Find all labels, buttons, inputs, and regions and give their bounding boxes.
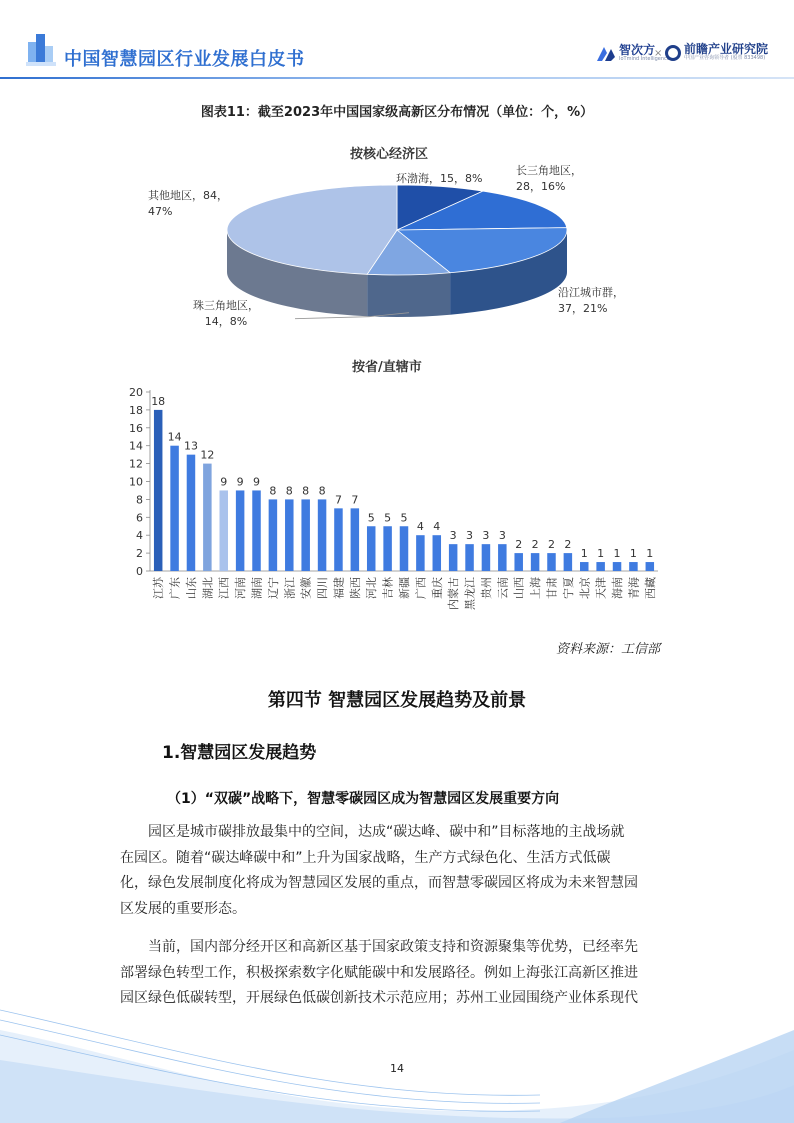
bar-value-label: 9: [253, 475, 261, 489]
bar-value-label: 8: [285, 484, 293, 498]
brand2-name: 前瞻产业研究院: [684, 42, 769, 56]
bar-value-label: 2: [515, 538, 523, 552]
bar-value-label: 1: [580, 547, 588, 561]
x-category-label: 天津: [594, 577, 608, 599]
bar-河北: [367, 526, 376, 571]
bar-山西: [514, 553, 523, 571]
x-category-label: 海南: [611, 577, 625, 599]
paragraph-line: 园区绿色低碳转型，开展绿色低碳创新技术示范应用；苏州工业园围绕产业体系现代: [120, 990, 638, 1006]
x-category-label: 河南: [234, 577, 248, 599]
y-tick-label: 16: [129, 421, 143, 435]
sub-sub-heading: （1）“双碳”战略下，智慧零碳园区成为智慧园区发展重要方向: [167, 791, 560, 807]
bar-chart: [110, 380, 670, 620]
figure-caption: 图表11：截至2023年中国国家级高新区分布情况（单位：个，%）: [200, 105, 594, 120]
paragraph-line: 在园区。随着“碳达峰碳中和”上升为国家战略，生产方式绿色化、生活方式低碳: [120, 849, 611, 866]
bar-value-label: 14: [167, 430, 182, 444]
y-tick-label: 10: [129, 475, 143, 489]
x-category-label: 内蒙古: [447, 577, 461, 610]
bar-value-label: 13: [183, 439, 198, 453]
x-category-label: 黑龙江: [463, 577, 477, 610]
bar-value-label: 5: [384, 511, 392, 525]
bar-value-label: 5: [400, 511, 408, 525]
x-category-label: 重庆: [430, 577, 444, 599]
bar-value-label: 1: [613, 547, 621, 561]
x-category-label: 安徽: [299, 577, 313, 599]
x-category-label: 山东: [184, 577, 198, 599]
bar-浙江: [285, 499, 294, 571]
buildings-logo-icon: [26, 28, 58, 68]
bar-chart-title: 按省/直辖市: [352, 360, 422, 375]
pie-chart-title: 按核心经济区: [350, 147, 429, 162]
pie-side-珠三角地区: [367, 273, 450, 317]
bar-新疆: [400, 526, 409, 571]
pie-label-changsanjiao: 长三角地区， 28，16%: [516, 164, 582, 193]
x-category-label: 贵州: [479, 577, 493, 599]
pie-label-huanbohai: 环渤海，15，8%: [396, 172, 483, 185]
bar-海南: [613, 562, 622, 571]
y-tick-label: 12: [129, 457, 143, 471]
sub-heading: 1.智慧园区发展趋势: [162, 743, 317, 763]
x-category-label: 浙江: [283, 577, 297, 599]
bar-value-label: 7: [351, 493, 359, 507]
bar-value-label: 1: [629, 547, 637, 561]
x-category-label: 广东: [168, 577, 182, 599]
paragraph-line: 化，绿色发展制度化将成为智慧园区发展的重点，而智慧零碳园区将成为未来智慧园: [120, 875, 638, 891]
qianzhan-logo-icon: [665, 45, 681, 61]
bar-value-label: 5: [367, 511, 375, 525]
bar-value-label: 3: [482, 529, 490, 543]
bar-value-label: 2: [564, 538, 572, 552]
bar-value-label: 8: [269, 484, 277, 498]
y-tick-label: 8: [136, 493, 143, 507]
brand2-english: 中国产业咨询领导者 (股票 833498): [684, 55, 766, 61]
paragraph-line: 区发展的重要形态。: [120, 900, 246, 917]
y-tick-label: 14: [129, 439, 143, 453]
bar-辽宁: [269, 499, 278, 571]
x-category-label: 辽宁: [266, 577, 280, 599]
page-number: 14: [390, 1062, 404, 1075]
bar-江西: [219, 490, 228, 571]
bar-河南: [236, 490, 245, 571]
x-category-label: 湖北: [201, 577, 215, 599]
bar-value-label: 8: [318, 484, 326, 498]
bar-青海: [629, 562, 638, 571]
x-category-label: 青海: [627, 577, 641, 599]
pie-label-qita: 其他地区，84， 47%: [148, 189, 228, 218]
x-category-label: 上海: [529, 577, 543, 599]
x-category-label: 福建: [332, 577, 346, 599]
x-category-label: 河北: [365, 577, 379, 599]
bar-广东: [170, 446, 179, 571]
bar-value-label: 2: [531, 538, 539, 552]
zhicifang-logo-icon: [596, 45, 616, 63]
pie-label-yanjiang: 沿江城市群， 37，21%: [558, 286, 624, 315]
bar-value-label: 3: [498, 529, 506, 543]
bar-value-label: 7: [334, 493, 342, 507]
x-category-label: 陕西: [348, 577, 362, 599]
bar-value-label: 2: [547, 538, 555, 552]
x-category-label: 西藏: [643, 577, 657, 599]
x-category-label: 北京: [578, 577, 592, 599]
bar-山东: [187, 455, 196, 571]
x-category-label: 广西: [414, 577, 428, 599]
brand1-english: IoTmind Intelligence: [619, 56, 670, 62]
footer-wave-decoration: [0, 990, 794, 1123]
paragraph-1: [120, 820, 680, 922]
x-category-label: 宁夏: [561, 577, 575, 599]
bar-黑龙江: [465, 544, 474, 571]
bar-贵州: [482, 544, 491, 571]
x-category-label: 甘肃: [545, 577, 559, 599]
bar-广西: [416, 535, 425, 571]
bar-福建: [334, 508, 343, 571]
bar-重庆: [433, 535, 442, 571]
x-category-label: 江西: [217, 577, 231, 599]
bar-云南: [498, 544, 507, 571]
x-category-label: 新疆: [398, 577, 411, 599]
x-category-label: 江苏: [152, 577, 166, 599]
bar-天津: [596, 562, 605, 571]
bar-value-label: 1: [597, 547, 605, 561]
y-tick-label: 20: [129, 386, 143, 399]
bar-value-label: 8: [302, 484, 310, 498]
bar-湖北: [203, 464, 212, 571]
bar-value-label: 1: [646, 547, 654, 561]
source-note: 资料来源：工信部: [556, 642, 661, 657]
bar-value-label: 3: [449, 529, 457, 543]
x-category-label: 山西: [512, 577, 526, 599]
y-tick-label: 4: [136, 529, 143, 543]
y-tick-label: 18: [129, 403, 143, 417]
bar-value-label: 4: [433, 520, 441, 534]
section-title: 第四节 智慧园区发展趋势及前景: [267, 690, 527, 711]
bar-value-label: 4: [416, 520, 424, 534]
y-tick-label: 0: [136, 565, 143, 578]
bar-北京: [580, 562, 589, 571]
header-divider: [0, 77, 794, 79]
x-category-label: 云南: [496, 577, 510, 599]
bar-安徽: [301, 499, 310, 571]
bar-value-label: 18: [151, 394, 166, 408]
brand-separator: ×: [654, 48, 663, 59]
y-tick-label: 6: [136, 511, 143, 525]
bar-value-label: 9: [236, 475, 244, 489]
bar-西藏: [646, 562, 655, 571]
y-tick-label: 2: [136, 547, 143, 561]
paragraph-line: 部署绿色转型工作，积极探索数字化赋能碳中和发展路径。例如上海张江高新区推进: [120, 964, 638, 981]
bar-吉林: [383, 526, 392, 571]
bar-四川: [318, 499, 327, 571]
x-category-label: 四川: [316, 577, 330, 599]
brand1-name: 智次方: [619, 43, 656, 57]
paragraph-line: 园区是城市碳排放最集中的空间，达成“碳达峰、碳中和”目标落地的主战场就: [120, 824, 625, 840]
bar-value-label: 3: [466, 529, 474, 543]
x-category-label: 吉林: [381, 577, 395, 599]
bar-value-label: 9: [220, 475, 228, 489]
page-header: [0, 0, 794, 78]
bar-内蒙古: [449, 544, 458, 571]
bar-甘肃: [547, 553, 556, 571]
paragraph-line: 当前，国内部分经开区和高新区基于国家政策支持和资源聚集等优势，已经率先: [120, 939, 638, 955]
brand-qianzhan: [665, 43, 768, 62]
bar-上海: [531, 553, 540, 571]
bar-value-label: 12: [200, 448, 215, 462]
bar-宁夏: [564, 553, 573, 571]
bar-江苏: [154, 410, 163, 571]
bar-湖南: [252, 490, 260, 571]
pie-label-zhusanjiao: 珠三角地区， 14，8%: [193, 299, 259, 328]
x-category-label: 湖南: [250, 577, 264, 599]
header-title: 中国智慧园区行业发展白皮书: [64, 49, 305, 70]
bar-陕西: [351, 508, 360, 571]
